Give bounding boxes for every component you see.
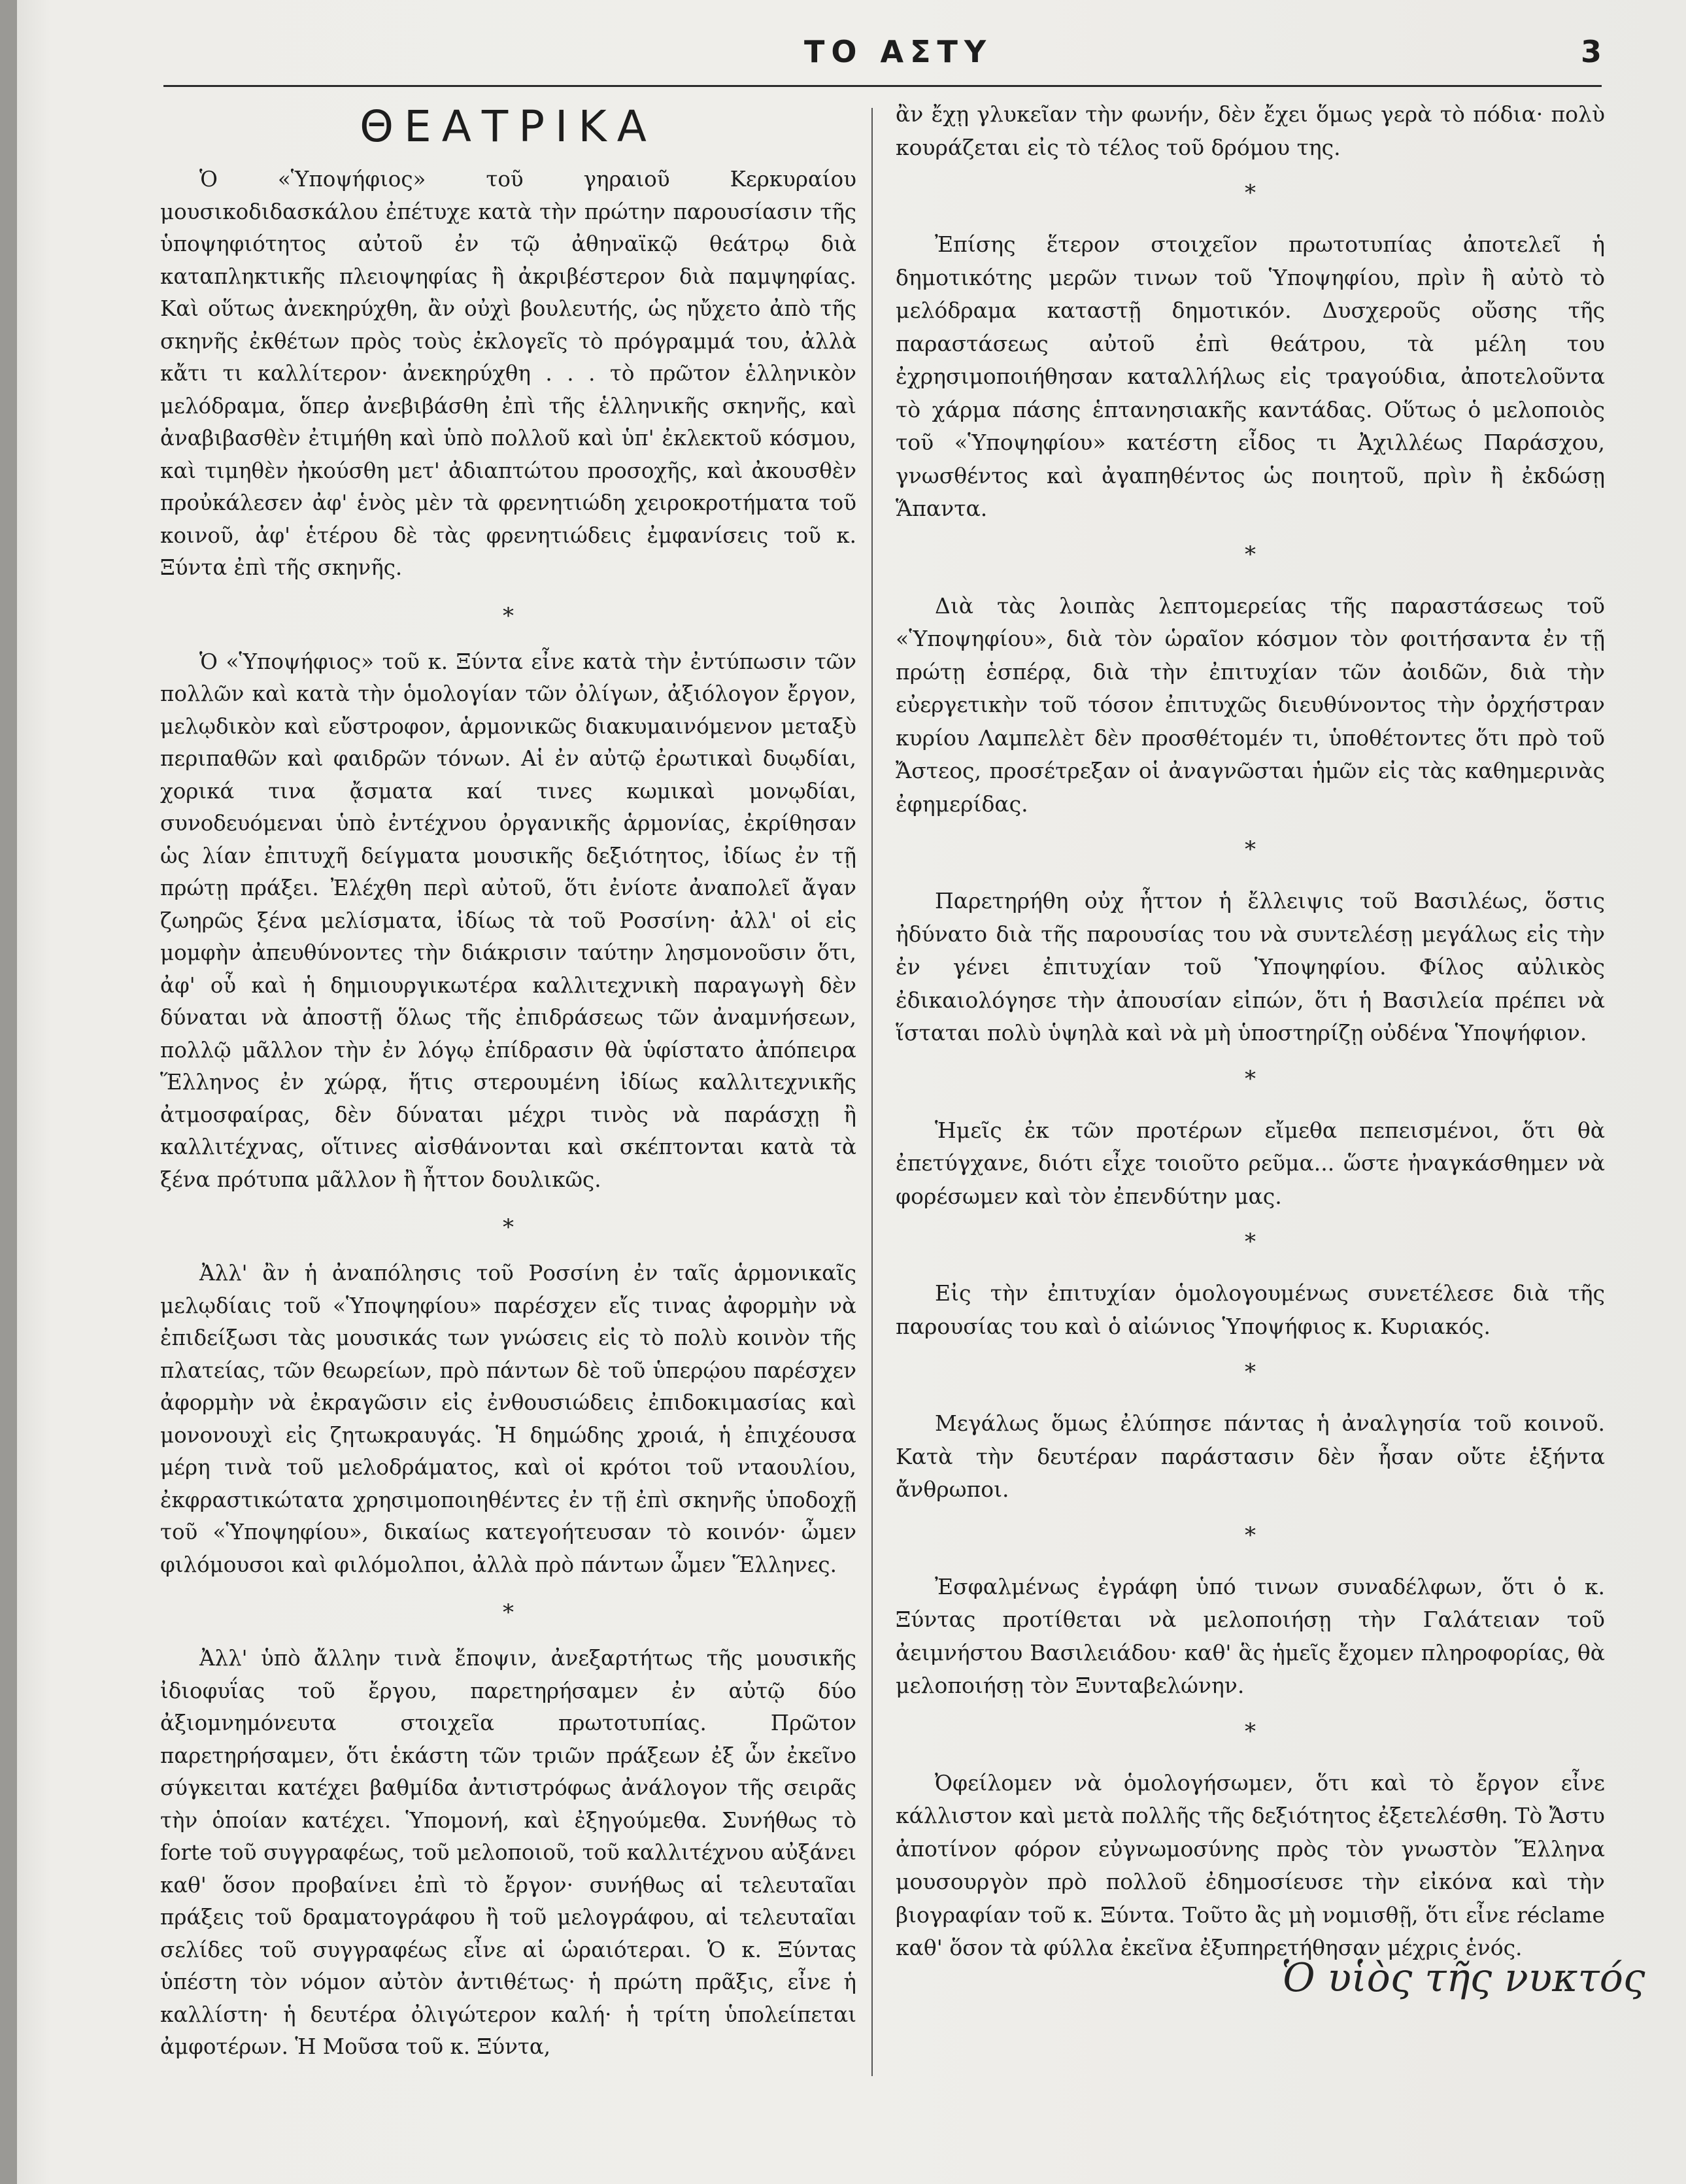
separator-star: *	[1245, 180, 1256, 206]
article-paragraph: ἂν ἔχῃ γλυκεῖαν τὴν φωνήν, δὲν ἔχει ὅμως γερὰ τὸ πόδια· πολὺ κουράζεται εἰς τὸ τέλος τοῦ δρόμου της.	[896, 101, 1605, 160]
article-paragraph: Ὁ «Ὑποψήφιος» τοῦ κ. Ξύντα εἶνε κατὰ τὴν ἐντύπωσιν τῶν πολλῶν καὶ κατὰ τὴν ὁμολογίαν τῶν ὀλίγων, ἀξιόλογον ἔργον, μελῳδικὸν καὶ εὔστροφον, ἁρμονικῶς διακυμαινόμενον μεταξὺ περιπαθῶν καὶ φαιδρῶν τόνων. Αἱ ἐν αὐτῷ ἐρωτικαὶ δυῳδίαι, χορικά τινα ᾄσματα καί τινες κωμικαὶ μονῳδίαι, συνοδευόμεναι ὑπὸ ἐντέχνου ὀργανικῆς ἁρμονίας, ἐκρίθησαν ὡς λίαν ἐπιτυχῆ δείγματα μουσικῆς δεξιότητος, ἰδίως ἐν τῇ πρώτῃ πράξει. Ἐλέχθη περὶ αὐτοῦ, ὅτι ἐνίοτε ἀναπολεῖ ἄγαν ζωηρῶς ξένα μελίσματα, ἰδίως τὰ τοῦ Ροσσίνη· ἀλλ' οἱ εἰς μομφὴν ἀπευθύνοντες τὴν διάκρισιν ταύτην λησμονοῦσιν ὅτι, ἀφ' οὗ καὶ ἡ δημιουργικωτέρα καλλιτεχνικὴ παραγωγὴ δὲν δύναται νὰ ἀποστῇ ὅλως τῆς ἐπιδράσεως τῶν ἀναμνήσεων, πολλῷ μᾶλλον τὴν ἐν λόγῳ ἐπίδρασιν θὰ ὑφίστατο ἀπόπειρα Ἕλληνος ἐν χώρᾳ, ἥτις στερουμένη ἰδίως καλλιτεχνικῆς ἀτμοσφαίρας, δὲν δύναται μέχρι τινὸς νὰ παράσχῃ ἢ καλλιτέχνας, οἵτινες αἰσθάνονται καὶ σκέπτονται κατὰ τὰ ξένα πρότυπα μᾶλλον ἢ ἧττον δουλικῶς.	[160, 649, 856, 1192]
separator-star: *	[1245, 1718, 1256, 1745]
article-paragraph: Ἀλλ' ὑπὸ ἄλλην τινὰ ἔποψιν, ἀνεξαρτήτως τῆς μουσικῆς ἰδιοφυΐας τοῦ ἔργου, παρετηρήσαμεν ἐν αὐτῷ δύο ἀξιομνημόνευτα στοιχεῖα πρωτοτυπίας. Πρῶτον παρετηρήσαμεν, ὅτι ἑκάστη τῶν τριῶν πράξεων ἐξ ὧν ἐκεῖνο σύγκειται κατέχει βαθμίδα ἀντιστρόφως ἀνάλογον τῆς σειρᾶς τὴν ὁποίαν κατέχει. Ὑπομονή, καὶ ἐξηγούμεθα. Συνήθως τὸ forte τοῦ συγγραφέως, τοῦ μελοποιοῦ, τοῦ καλλιτέχνου αὐξάνει καθ' ὅσον προβαίνει ἐπὶ τὸ ἔργον· συνήθως αἱ τελευταῖαι πράξεις τοῦ δραματογράφου ἢ τοῦ μελογράφου, αἱ τελευταῖαι σελίδες τοῦ συγγραφέως εἶνε αἱ ὡραιότεραι. Ὁ κ. Ξύντας ὑπέστη τὸν νόμον αὐτὸν ἀντιθέτως· ἡ πρώτη πρᾶξις, εἶνε ἡ καλλίστη· ἡ δευτέρα ὀλιγώτερον καλή· ἡ τρίτη ὑπολείπεται ἀμφοτέρων. Ἡ Μοῦσα τοῦ κ. Ξύντα,	[160, 1646, 856, 2059]
section-title: ΘΕΑΤΡΙΚΑ	[360, 101, 657, 152]
separator-star: *	[1245, 1359, 1256, 1385]
page-edge-shadow	[0, 0, 17, 2184]
separator-star: *	[1245, 1522, 1256, 1548]
article-paragraph: Εἰς τὴν ἐπιτυχίαν ὁμολογουμένως συνετέλεσε διὰ τῆς παρουσίας του καὶ ὁ αἰώνιος Ὑποψήφιος κ. Κυριακός.	[896, 1280, 1605, 1339]
left-column	[160, 98, 856, 2064]
article-paragraph: Μεγάλως ὅμως ἐλύπησε πάντας ἡ ἀναλγησία τοῦ κοινοῦ. Κατὰ τὴν δευτέραν παράστασιν δὲν ἦσαν οὔτε ἑξήντα ἄνθρωποι.	[896, 1410, 1605, 1502]
article-paragraph: Παρετηρήθη οὐχ ἧττον ἡ ἔλλειψις τοῦ Βασιλέως, ὅστις ἠδύνατο διὰ τῆς παρουσίας του νὰ συντελέσῃ μεγάλως εἰς τὴν ἐν γένει ἐπιτυχίαν τοῦ Ὑποψηφίου. Φίλος αὐλικὸς ἐδικαιολόγησε τὴν ἀπουσίαν εἰπών, ὅτι ἡ Βασιλεία πρέπει νὰ ἵσταται πολὺ ὑψηλὰ καὶ νὰ μὴ ὑποστηρίζῃ οὐδένα Ὑποψήφιον.	[896, 888, 1605, 1046]
article-paragraph: Ἐπίσης ἕτερον στοιχεῖον πρωτοτυπίας ἀποτελεῖ ἡ δημοτικότης μερῶν τινων τοῦ Ὑποψηφίου, πρὶν ἢ αὐτὸ τὸ μελόδραμα καταστῇ δημοτικόν. Δυσχεροῦς οὔσης τῆς παραστάσεως αὐτοῦ ἐπὶ θεάτρου, τὰ μέλη του ἐχρησιμοποιήθησαν καταλλήλως εἰς τραγούδια, ἀποτελοῦντα τὸ χάρμα πάσης ἑπτανησιακῆς καντάδας. Οὕτως ὁ μελοποιὸς τοῦ «Ὑποψηφίου» κατέστη εἶδος τι Ἀχιλλέως Παράσχου, γνωσθέντος καὶ ἀγαπηθέντος ὡς ποιητοῦ, πρὶν ἢ ἐκδώσῃ Ἅπαντα.	[896, 231, 1605, 521]
article-paragraph: Ἀλλ' ἂν ἡ ἀναπόλησις τοῦ Ροσσίνη ἐν ταῖς ἁρμονικαῖς μελῳδίαις τοῦ «Ὑποψηφίου» παρέσχεν εἴς τινας ἀφορμὴν νὰ ἐπιδείξωσι τὰς μουσικάς των γνώσεις εἰς τὸ πολὺ κοινὸν τῆς πλατείας, τῶν θεωρείων, πρὸ πάντων δὲ τοῦ ὑπερῴου παρέσχεν ἀφορμὴν νὰ ἐκραγῶσιν εἰς ἐνθουσιώδεις ἐπιδοκιμασίας καὶ μονονουχὶ εἰς ζητωκραυγάς. Ἡ δημώδης χροιά, ἡ ἐπιχέουσα μέρη τινὰ τοῦ μελοδράματος, καὶ οἱ κρότοι τοῦ νταουλίου, ἐκφραστικώτατα χρησιμοποιηθέντες ἐν τῇ ἐπὶ σκηνῆς ὑποδοχῇ τοῦ «Ὑποψηφίου», δικαίως κατεγοήτευσαν τὸ κοινόν· ὦμεν φιλόμουσοι καὶ φιλόμολποι, ἀλλὰ πρὸ πάντων ὦμεν Ἕλληνες.	[160, 1261, 856, 1577]
page-number: 3	[1580, 34, 1602, 69]
article-paragraph: Διὰ τὰς λοιπὰς λεπτομερείας τῆς παραστάσεως τοῦ «Ὑποψηφίου», διὰ τὸν ὡραῖον κόσμον τὸν φοιτήσαντα ἐν τῇ πρώτῃ ἑσπέρᾳ, διὰ τὴν ἐπιτυχίαν τῶν ἀοιδῶν, διὰ τὴν εὐεργετικὴν τοῦ τόσον ἐπιτυχῶς διευθύνοντος τὴν ὀρχήστραν κυρίου Λαμπελὲτ δὲν προσθέτομέν τι, ὑποθέτοντες ὅτι πρὸ τοῦ Ἄστεος, προσέτρεξαν οἱ ἀναγνῶσται ἡμῶν εἰς τὰς καθημερινὰς ἐφημερίδας.	[896, 592, 1605, 817]
separator-star: *	[1245, 836, 1256, 862]
separator-star: *	[503, 1599, 514, 1626]
separator-star: *	[503, 602, 514, 629]
page-header	[163, 34, 1602, 80]
article-paragraph: Ἡμεῖς ἐκ τῶν προτέρων εἴμεθα πεπεισμένοι, ὅτι θὰ ἐπετύγχανε, διότι εἶχε τοιοῦτο ρεῦμα... ὥστε ἠναγκάσθημεν νὰ φορέσωμεν καὶ τὸν ἐπενδύτην μας.	[896, 1117, 1605, 1209]
article-paragraph: Ὁ «Ὑποψήφιος» τοῦ γηραιοῦ Κερκυραίου μουσικοδιδασκάλου ἐπέτυχε κατὰ τὴν πρώτην παρουσίασιν τῆς ὑποψηφιότητος αὐτοῦ ἐν τῷ ἀθηναϊκῷ θεάτρῳ διὰ καταπληκτικῆς πλειοψηφίας ἢ ἀκριβέστερον διὰ παμψηφίας. Καὶ οὕτως ἀνεκηρύχθη, ἂν οὐχὶ βουλευτής, ὡς ηὔχετο ἀπὸ τῆς σκηνῆς ἐκθέτων πρὸς τοὺς ἐκλογεῖς τὸ πρόγραμμά του, ἀλλὰ κἄτι τι καλλίτερον· ἀνεκηρύχθη . . . τὸ πρῶτον ἑλληνικὸν μελόδραμα, ὅπερ ἀνεβιβάσθη ἐπὶ τῆς ἑλληνικῆς σκηνῆς, καὶ ἀναβιβασθὲν ἐτιμήθη καὶ ὑπὸ πολλοῦ καὶ ὑπ' ἐκλεκτοῦ κόσμου, καὶ τιμηθὲν ἠκούσθη μετ' ἀδιαπτώτου προσοχῆς, καὶ ἀκουσθὲν προὐκάλεσεν ἀφ' ἑνὸς μὲν τὰ φρενητιώδη χειροκροτήματα τοῦ κοινοῦ, ἀφ' ἑτέρου δὲ τὰς φρενητιώδεις ἐμφανίσεις τοῦ κ. Ξύντα ἐπὶ τῆς σκηνῆς.	[160, 167, 856, 580]
column-divider	[871, 108, 873, 2076]
separator-star: *	[1245, 1065, 1256, 1092]
separator-star: *	[1245, 541, 1256, 568]
article-paragraph: Ὀφείλομεν νὰ ὁμολογήσωμεν, ὅτι καὶ τὸ ἔργον εἶνε κάλλιστον καὶ μετὰ πολλῆς τῆς δεξιότητος ἐξετελέσθη. Τὸ Ἄστυ ἀποτίνον φόρον εὐγνωμοσύνης πρὸς τὸν γνωστὸν Ἕλληνα μουσουργὸν πρὸ πολλοῦ ἐδημοσίευσε τὴν εἰκόνα καὶ τὴν βιογραφίαν τοῦ κ. Ξύντα. Τοῦτο ἂς μὴ νομισθῇ, ὅτι εἶνε réclame καθ' ὅσον τὰ φύλλα ἐκεῖνα ἐξυπηρετήθησαν μέχρις ἑνός.	[896, 1769, 1605, 1960]
article-paragraph: Ἐσφαλμένως ἐγράφη ὑπό τινων συναδέλφων, ὅτι ὁ κ. Ξύντας προτίθεται νὰ μελοποιήσῃ τὴν Γαλάτειαν τοῦ ἀειμνήστου Βασιλειάδου· καθ' ἃς ἡμεῖς ἔχομεν πληροφορίας, θὰ μελοποιήσῃ τὸν Ξυνταβελώνην.	[896, 1573, 1605, 1698]
newspaper-title: ΤΟ ΑΣΤΥ	[804, 34, 993, 69]
header-rule	[163, 85, 1602, 87]
right-column	[896, 98, 1605, 1965]
separator-star: *	[503, 1214, 514, 1240]
author-signature: Ὁ υἱὸς τῆς νυκτός	[1281, 1955, 1645, 2001]
separator-star: *	[1245, 1229, 1256, 1255]
